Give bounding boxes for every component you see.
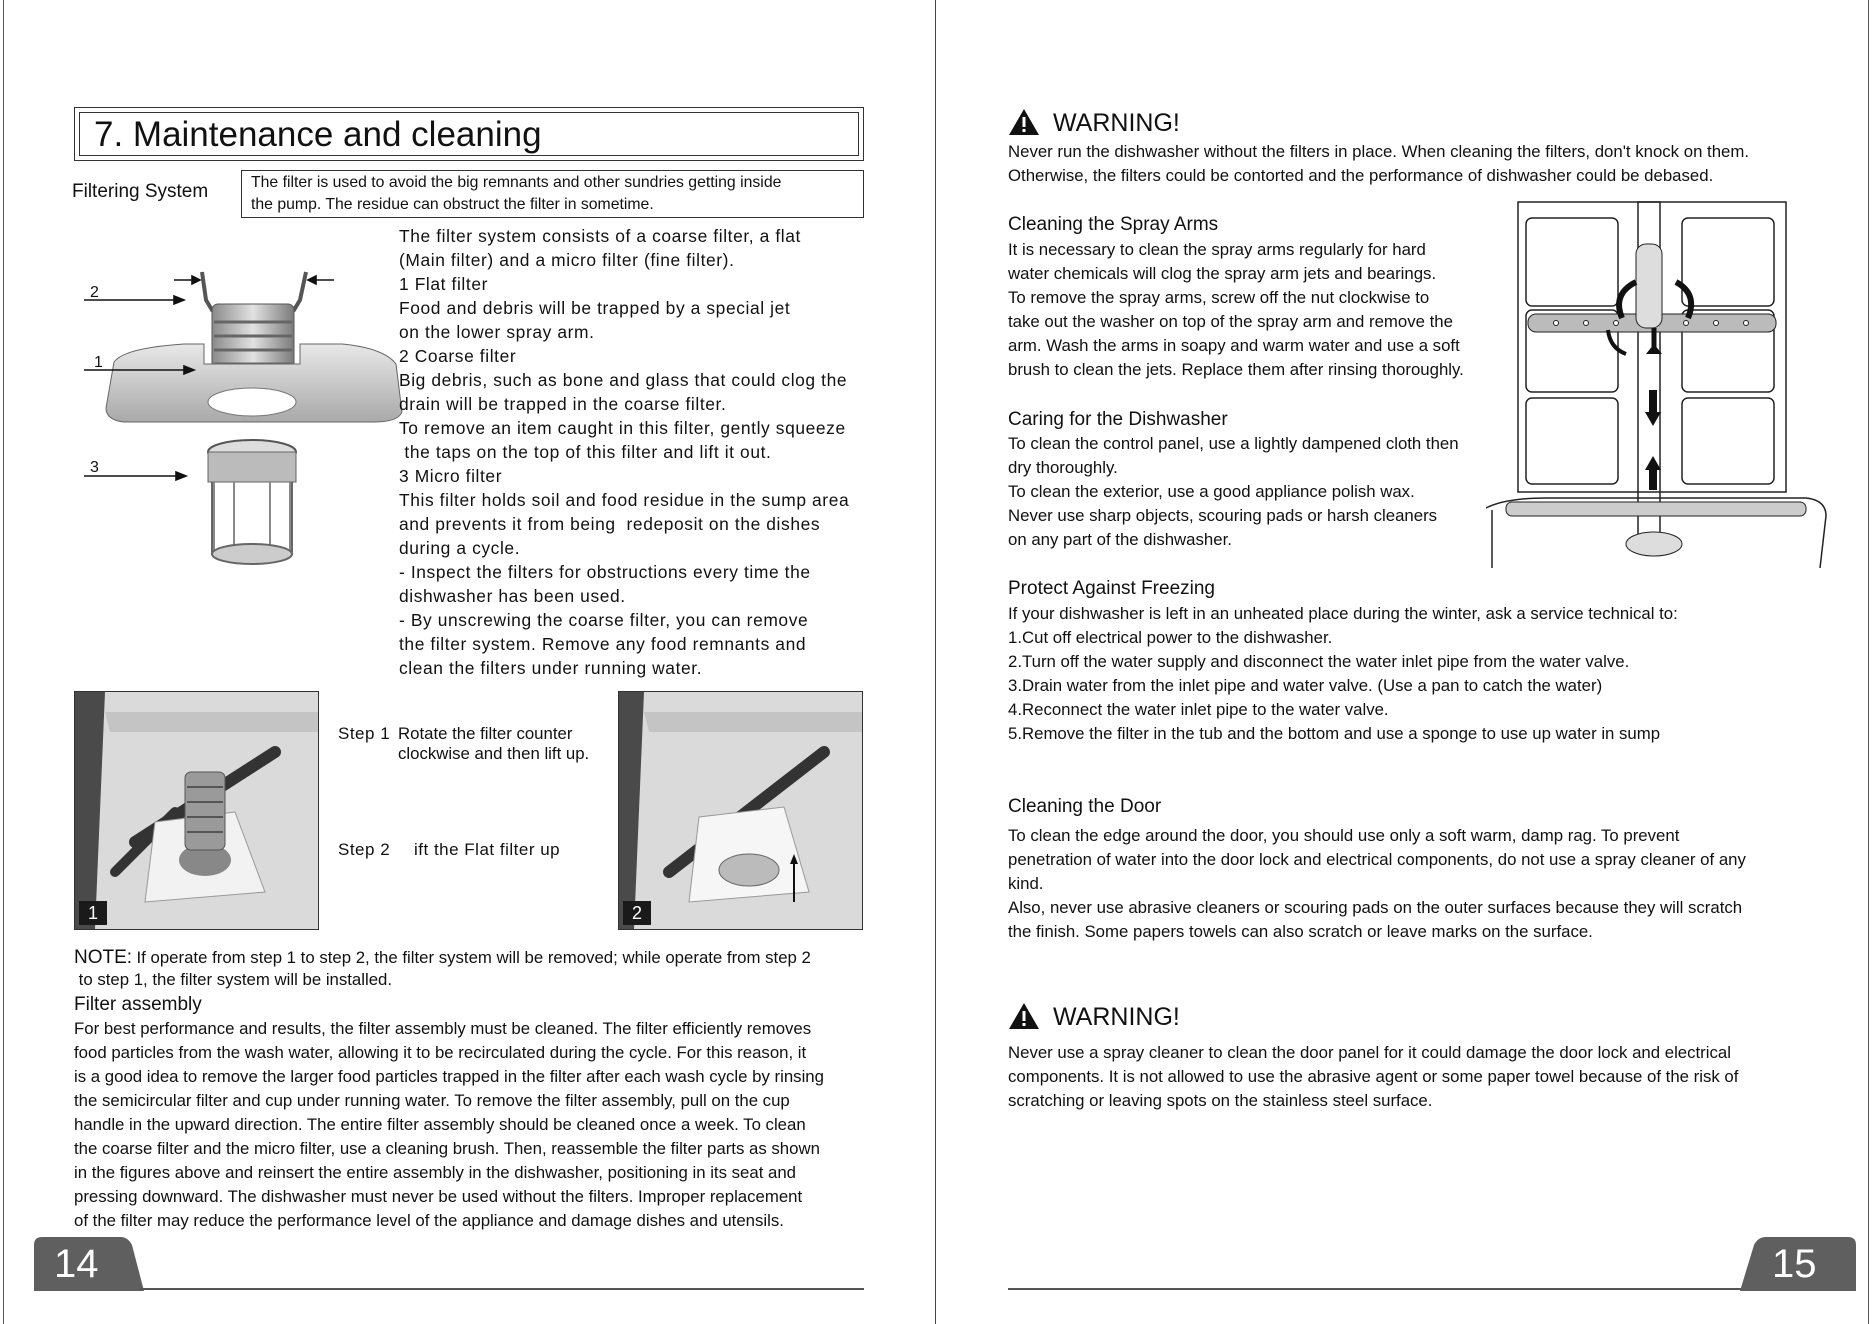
- filter-desc-line: during a cycle.: [399, 538, 521, 558]
- page-border-right: [1868, 0, 1869, 1324]
- filter-desc-line: This filter holds soil and food residue in the sump area: [399, 490, 850, 510]
- page-number-right: 15: [1772, 1242, 1817, 1286]
- caring-line: To clean the exterior, use a good appliance polish wax.: [1008, 482, 1415, 501]
- note-paragraph: [74, 946, 811, 970]
- page-border-left: [3, 0, 4, 1324]
- filter-desc-line: the taps on the top of this filter and lift it out.: [399, 442, 772, 462]
- assembly-line: of the filter may reduce the performance level of the appliance and damage dishes and utensils.: [74, 1211, 784, 1230]
- warning-line: components. It is not allowed to use the abrasive agent or some paper towel because of the risk of: [1008, 1067, 1739, 1086]
- filter-description: [399, 224, 849, 680]
- step2-text: ift the Flat filter up: [414, 840, 561, 859]
- intro-line: the pump. The residue can obstruct the filter in sometime.: [251, 196, 654, 213]
- filter-desc-line: clean the filters under running water.: [399, 658, 703, 678]
- freezing-line: 4.Reconnect the water inlet pipe to the water valve.: [1008, 700, 1389, 719]
- photo-number-badge: 2: [623, 901, 651, 925]
- filter-desc-line: - By unscrewing the coarse filter, you can remove: [399, 610, 809, 630]
- filter-intro-box: [241, 170, 864, 218]
- section-title-box: [74, 107, 864, 161]
- filter-desc-line: dishwasher has been used.: [399, 586, 626, 606]
- caring-heading: Caring for the Dishwasher: [1008, 409, 1228, 430]
- footer-rule-right: [1008, 1288, 1746, 1290]
- filter-desc-line: drain will be trapped in the coarse filter.: [399, 394, 727, 414]
- photo-number-badge: 1: [79, 901, 107, 925]
- step1-photo: [74, 691, 319, 930]
- note-text-continued: to step 1, the filter system will be installed.: [74, 970, 393, 989]
- intro-line: The filter is used to avoid the big remnants and other sundries getting inside: [251, 174, 782, 191]
- spray-line: arm. Wash the arms in soapy and warm water and use a soft: [1008, 336, 1460, 355]
- door-line: To clean the edge around the door, you should use only a soft warm, damp rag. To prevent: [1008, 826, 1680, 845]
- step2-photo: [618, 691, 863, 930]
- freezing-line: 5.Remove the filter in the tub and the bottom and use a sponge to use up water in sump: [1008, 724, 1661, 743]
- caring-line: Never use sharp objects, scouring pads or harsh cleaners: [1008, 506, 1438, 525]
- spray-line: To remove the spray arms, screw off the nut clockwise to: [1008, 288, 1430, 307]
- filter-desc-line: 2 Coarse filter: [399, 346, 517, 366]
- spray-line: water chemicals will clog the spray arm jets and bearings.: [1008, 264, 1437, 283]
- assembly-line: is a good idea to remove the larger food particles trapped in the filter after each wash cycle by rinsing: [74, 1067, 824, 1086]
- warning-title: WARNING!: [1053, 1003, 1180, 1031]
- filter-desc-line: on the lower spray arm.: [399, 322, 595, 342]
- warning-triangle-icon: [1008, 1002, 1040, 1030]
- warning-line: Never use a spray cleaner to clean the door panel for it could damage the door lock and electrical: [1008, 1043, 1731, 1062]
- spray-arms-heading: Cleaning the Spray Arms: [1008, 214, 1219, 235]
- filtering-system-label: Filtering System: [72, 181, 209, 202]
- warning-line: scratching or leaving spots on the stainless steel surface.: [1008, 1091, 1433, 1110]
- diagram-label: 2: [90, 284, 99, 301]
- filter-desc-line: and prevents it from being redeposit on the dishes: [399, 514, 821, 534]
- filter-desc-line: (Main filter) and a micro filter (fine filter).: [399, 250, 735, 270]
- section-title: 7. Maintenance and cleaning: [94, 115, 542, 154]
- note-text: If operate from step 1 to step 2, the filter system will be removed; while operate from step 2: [136, 948, 811, 967]
- freezing-line: 3.Drain water from the inlet pipe and water valve. (Use a pan to catch the water): [1008, 676, 1603, 695]
- assembly-line: food particles from the wash water, allowing it to be recirculated during the cycle. For this reason, it: [74, 1043, 807, 1062]
- page-divider: [935, 0, 936, 1324]
- footer-rule-left: [140, 1288, 864, 1290]
- freezing-line: 1.Cut off electrical power to the dishwasher.: [1008, 628, 1333, 647]
- diagram-label: 1: [94, 354, 103, 371]
- spray-arms-paragraph: [1008, 238, 1464, 382]
- caring-line: dry thoroughly.: [1008, 458, 1118, 477]
- assembly-line: For best performance and results, the filter assembly must be cleaned. The filter efficiently removes: [74, 1019, 812, 1038]
- page-number-left: 14: [54, 1242, 99, 1286]
- freezing-line: If your dishwasher is left in an unheated place during the winter, ask a service technical to:: [1008, 604, 1678, 623]
- door-paragraph: [1008, 824, 1746, 944]
- diagram-label: 3: [90, 459, 99, 476]
- filter-desc-line: - Inspect the filters for obstructions every time the: [399, 562, 811, 582]
- assembly-line: pressing downward. The dishwasher must never be used without the filters. Improper replacement: [74, 1187, 803, 1206]
- filter-assembly-paragraph: [74, 1017, 824, 1233]
- assembly-line: handle in the upward direction. The entire filter assembly should be cleaned once a week. To clean: [74, 1115, 806, 1134]
- filter-desc-line: Big debris, such as bone and glass that could clog the: [399, 370, 848, 390]
- warning-paragraph: [1008, 140, 1749, 188]
- step1-text-line: Rotate the filter counter: [398, 724, 573, 743]
- micro-filter-illustration: [208, 440, 296, 564]
- freezing-paragraph: [1008, 602, 1678, 746]
- filter-desc-line: To remove an item caught in this filter, gently squeeze: [399, 418, 846, 438]
- step1-text-line: clockwise and then lift up.: [398, 744, 590, 763]
- section-title-inner-frame: [79, 112, 859, 156]
- step1-photo-illustration: [75, 692, 318, 929]
- warning-line: Otherwise, the filters could be contorted and the performance of dishwasher could be debased.: [1008, 166, 1714, 185]
- spray-arm-diagram: [1486, 198, 1856, 568]
- door-line: the finish. Some papers towels can also scratch or leave marks on the surface.: [1008, 922, 1593, 941]
- filter-desc-line: 1 Flat filter: [399, 274, 488, 294]
- caring-line: To clean the control panel, use a lightly dampened cloth then: [1008, 434, 1459, 453]
- note-label: NOTE:: [74, 947, 133, 968]
- filter-desc-line: The filter system consists of a coarse filter, a flat: [399, 226, 801, 246]
- assembly-line: the semicircular filter and cup under running water. To remove the filter assembly, pull on the cup: [74, 1091, 790, 1110]
- filter-desc-line: the filter system. Remove any food remnants and: [399, 634, 807, 654]
- step2-label: Step 2: [338, 840, 391, 859]
- warning-paragraph: [1008, 1041, 1738, 1113]
- spray-line: It is necessary to clean the spray arms regularly for hard: [1008, 240, 1426, 259]
- spray-line: brush to clean the jets. Replace them after rinsing thoroughly.: [1008, 360, 1464, 379]
- caring-line: on any part of the dishwasher.: [1008, 530, 1232, 549]
- step2-photo-illustration: [619, 692, 862, 929]
- warning-line: Never run the dishwasher without the filters in place. When cleaning the filters, don't knock on them.: [1008, 142, 1750, 161]
- freezing-line: 2.Turn off the water supply and disconnect the water inlet pipe from the water valve.: [1008, 652, 1630, 671]
- warning-triangle-icon: [1008, 108, 1040, 136]
- filter-exploded-diagram: [84, 252, 404, 582]
- freezing-heading: Protect Against Freezing: [1008, 578, 1215, 599]
- warning-title: WARNING!: [1053, 109, 1180, 137]
- caring-paragraph: [1008, 432, 1459, 552]
- filter-desc-line: Food and debris will be trapped by a special jet: [399, 298, 791, 318]
- filter-assembly-heading: Filter assembly: [74, 994, 202, 1015]
- assembly-line: the coarse filter and the micro filter, use a cleaning brush. Then, reassemble the filter parts as shown: [74, 1139, 820, 1158]
- step1-label: Step 1: [338, 724, 391, 743]
- assembly-line: in the figures above and reinsert the entire assembly in the dishwasher, positioning in its seat and: [74, 1163, 797, 1182]
- spray-line: take out the washer on top of the spray arm and remove the: [1008, 312, 1453, 331]
- door-line: Also, never use abrasive cleaners or scouring pads on the outer surfaces because they will scratch: [1008, 898, 1743, 917]
- door-line: penetration of water into the door lock and electrical components, do not use a spray cleaner of any: [1008, 850, 1746, 869]
- door-heading: Cleaning the Door: [1008, 796, 1162, 817]
- door-line: kind.: [1008, 874, 1044, 893]
- filter-desc-line: 3 Micro filter: [399, 466, 503, 486]
